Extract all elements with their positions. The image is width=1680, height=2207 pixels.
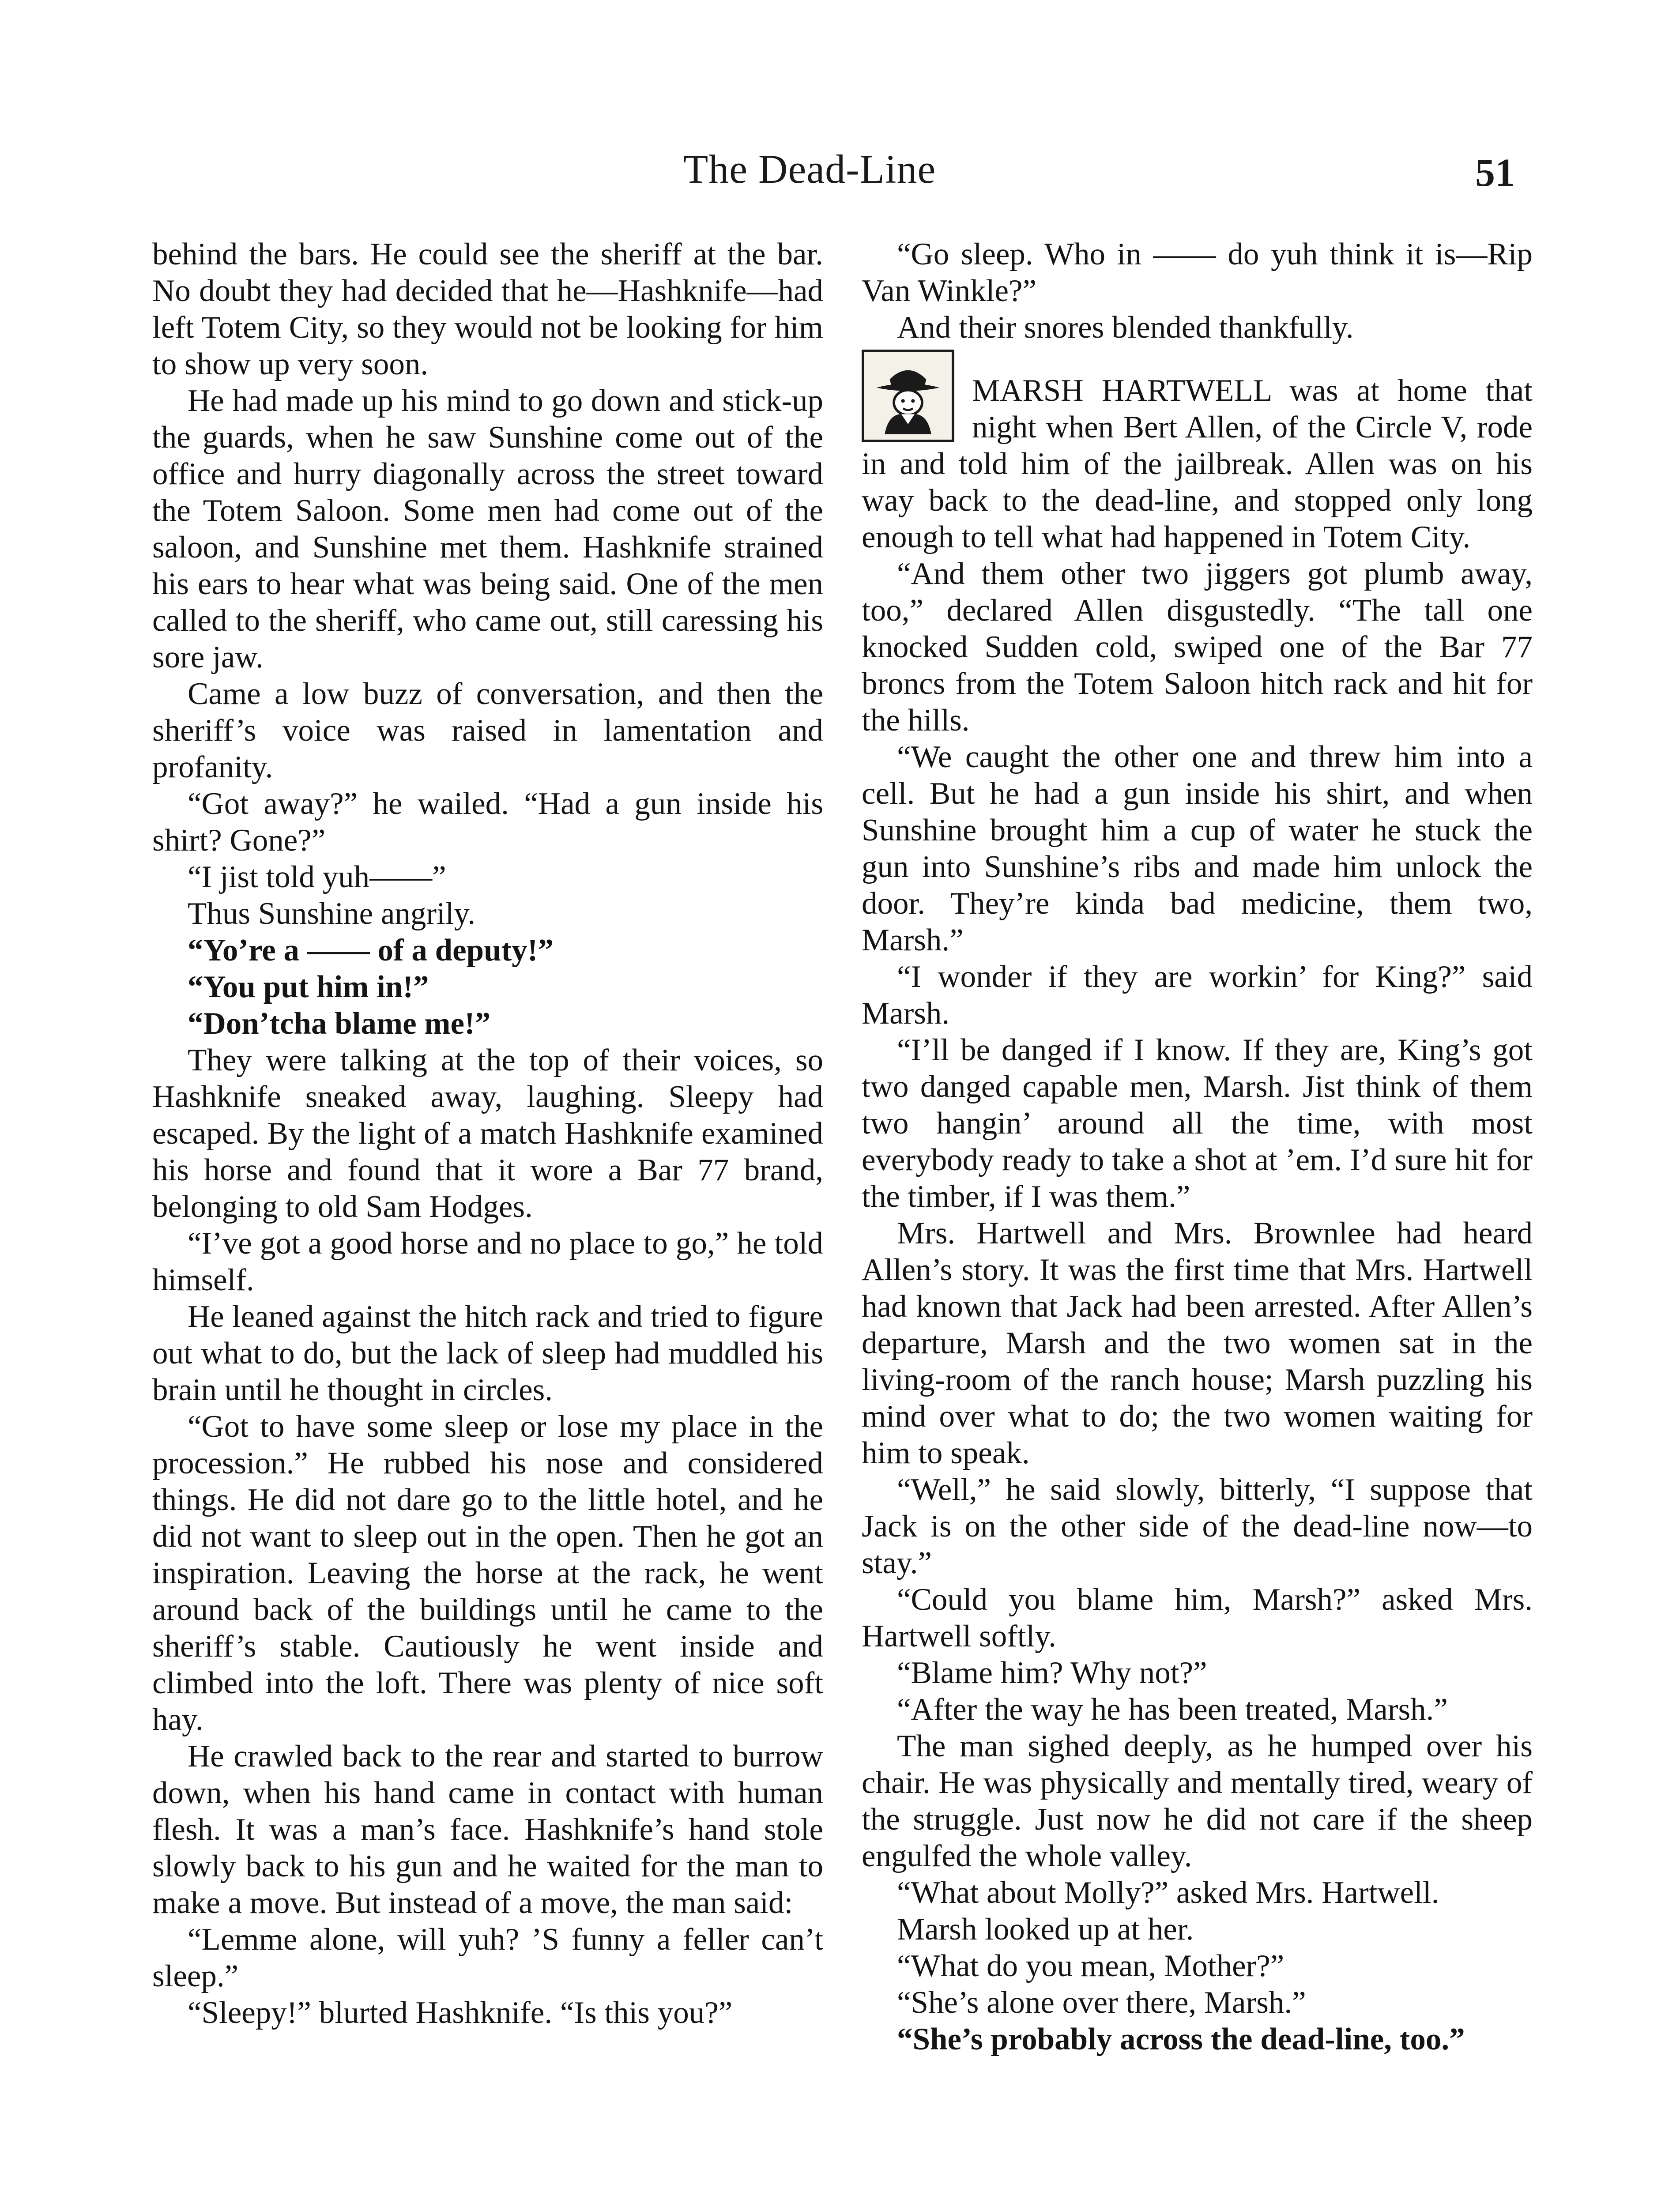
paragraph: Marsh looked up at her. [897, 1912, 1194, 1947]
paragraph: Thus Sunshine angrily. [188, 896, 476, 931]
paragraph: “She’s alone over there, Marsh.” [897, 1985, 1306, 2020]
paragraph: “Got away?” he wailed. “Had a gun inside his shirt? Gone?” [152, 787, 823, 858]
paragraph: “I’ve got a good horse and no place to go,” he told himself. [152, 1226, 823, 1297]
paragraph: “Got to have some sleep or lose my place in the procession.” He rubbed his nose and considered things. He did not dare go to the little hotel, and he did not want to sleep out in the open. Then he got an inspiration. Leaving the horse at the rack, he went around back of the buildings until he came to the sheriff’s stable. Cautiously he went inside and climbed into the loft. There was plenty of nice soft hay. [152, 1409, 823, 1737]
left-column [152, 236, 823, 2031]
paragraph: “What about Molly?” asked Mrs. Hartwell. [897, 1876, 1439, 1910]
cowboy-hat-portrait-icon [862, 350, 954, 442]
section-opening-paragraph: MARSH HARTWELL was at home that night when Bert Allen, of the Circle V, rode in and told him of the jailbreak. Allen was on his way back to the dead-line, and stopped only long enough to tell what had happened in Totem City. [862, 373, 1533, 554]
paragraph: Mrs. Hartwell and Mrs. Brownlee had heard Allen’s story. It was the first time that Mrs. Hartwell had known that Jack had been arrested. After Allen’s departure, Marsh and the two women sat in the living-room of the ranch house; Marsh puzzling his mind over what to do; the two women waiting for him to speak. [862, 1216, 1533, 1470]
paragraph: “Don’tcha blame me!” [188, 1006, 491, 1041]
paragraph: “And them other two jiggers got plumb away, too,” declared Allen disgustedly. “The tall one knocked Sudden cold, swiped one of the Bar 77 broncs from the Totem Saloon hitch rack and hit for the hills. [862, 557, 1533, 738]
paragraph: “We caught the other one and threw him into a cell. But he had a gun inside his shirt, and when Sunshine brought him a cup of water he stuck the gun into Sunshine’s ribs and made him unlock the door. They’re kinda bad medicine, them two, Marsh.” [862, 740, 1533, 957]
paragraph: He crawled back to the rear and started to burrow down, when his hand came in contact with human flesh. It was a man’s face. Hashknife’s hand stole slowly back to his gun and he waited for the man to make a move. But instead of a move, the man said: [152, 1739, 823, 1920]
paragraph: “Sleepy!” blurted Hashknife. “Is this you?” [188, 1996, 733, 2030]
right-column [862, 236, 1533, 2058]
paragraph: They were talking at the top of their voices, so Hashknife sneaked away, laughing. Sleepy had escaped. By the light of a match Hashknife examined his horse and found that it wore a Bar 77 brand, belonging to old Sam Hodges. [152, 1043, 823, 1224]
paragraph: “She’s probably across the dead-line, too.” [897, 2022, 1465, 2056]
paragraph: “You put him in!” [188, 970, 429, 1004]
running-title: The Dead-Line [683, 147, 936, 192]
paragraph: He leaned against the hitch rack and tried to figure out what to do, but the lack of sleep had muddled his brain until he thought in circles. [152, 1299, 823, 1407]
page-number: 51 [1475, 151, 1515, 195]
paragraph: “Blame him? Why not?” [897, 1656, 1207, 1690]
paragraph: “After the way he has been treated, Marsh.” [897, 1692, 1448, 1727]
paragraph: He had made up his mind to go down and stick-up the guards, when he saw Sunshine come out of the office and hurry diagonally across the street toward the Totem Saloon. Some men had come out of the saloon, and Sunshine met them. Hashknife strained his ears to hear what was being said. One of the men called to the sheriff, who came out, still caressing his sore jaw. [152, 384, 823, 674]
paragraph: “I wonder if they are workin’ for King?” said Marsh. [862, 960, 1533, 1031]
paragraph: “I’ll be danged if I know. If they are, King’s got two danged capable men, Marsh. Jist think of them two hangin’ around all the time, with most everybody ready to take a shot at ’em. I’d sure hit for the timber, if I was them.” [862, 1033, 1533, 1214]
paragraph: Came a low buzz of conversation, and then the sheriff’s voice was raised in lamentation and profanity. [152, 677, 823, 784]
paragraph: And their snores blended thankfully. [897, 310, 1354, 345]
paragraph: The man sighed deeply, as he humped over his chair. He was physically and mentally tired, weary of the struggle. Just now he did not care if the sheep engulfed the whole valley. [862, 1729, 1533, 1873]
paragraph: “Yo’re a —— of a deputy!” [188, 933, 554, 968]
paragraph: “Lemme alone, will yuh? ’S funny a feller can’t sleep.” [152, 1922, 823, 1993]
paragraph: “Well,” he said slowly, bitterly, “I suppose that Jack is on the other side of the dead-line now—to stay.” [862, 1473, 1533, 1580]
paragraph: “I jist told yuh——” [188, 860, 446, 894]
paragraph: “Could you blame him, Marsh?” asked Mrs. Hartwell softly. [862, 1582, 1533, 1653]
paragraph: “What do you mean, Mother?” [897, 1949, 1284, 1983]
paragraph: behind the bars. He could see the sheriff at the bar. No doubt they had decided that he—Hashknife—had left Totem City, so they would not be looking for him to show up very soon. [152, 237, 823, 381]
paragraph: “Go sleep. Who in —— do yuh think it is—Rip Van Winkle?” [862, 237, 1533, 308]
